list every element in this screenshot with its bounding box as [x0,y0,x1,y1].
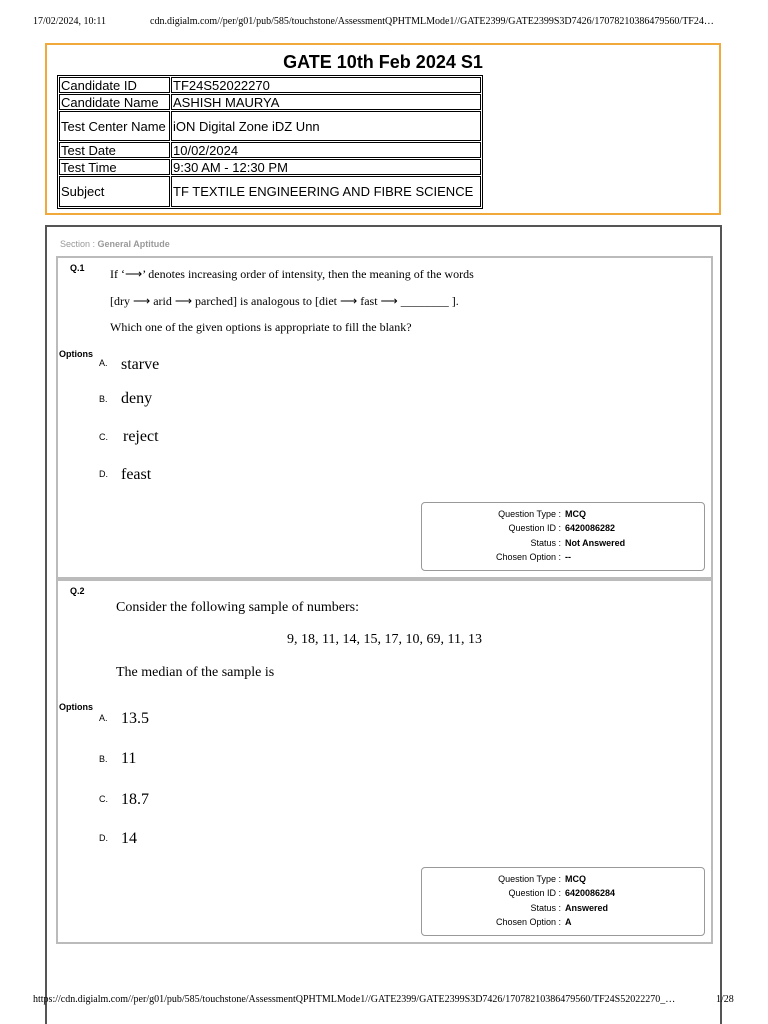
table-row [59,77,481,93]
question-id-label: Question ID : [508,888,561,898]
candidate-id-label: Candidate ID [59,77,170,93]
chosen-option-value: -- [565,552,571,562]
question-type-row [422,509,704,521]
candidate-name-value: ASHISH MAURYA [171,94,481,110]
page-number: 1/28 [716,994,734,1005]
chosen-option-value: A [565,917,572,927]
option-a[interactable]: starve [121,356,160,373]
chosen-option-row [422,552,704,564]
options-label: Options [59,349,93,359]
chosen-option-row [422,917,704,929]
candidate-info-box [45,43,721,215]
candidate-id-value: TF24S52022270 [171,77,481,93]
candidate-name-label: Candidate Name [59,94,170,110]
chosen-option-label: Chosen Option : [495,917,561,927]
option-d-letter: D. [99,833,108,843]
status-value: Answered [565,903,609,913]
number-sample: 9, 18, 11, 14, 15, 17, 10, 69, 11, 13 [287,632,482,647]
table-row [59,111,481,141]
subject-value: TF TEXTILE ENGINEERING AND FIBRE SCIENCE [171,176,481,207]
test-center-label: Test Center Name [59,111,170,141]
subject-label: Subject [59,176,170,207]
option-b-letter: B. [99,754,108,764]
question-text-line-1: If ‘⟶’ denotes increasing order of intensity, then the meaning of the words [110,267,474,281]
option-d[interactable]: 14 [121,830,137,847]
question-type-value: MCQ [565,509,586,519]
test-time-label: Test Time [59,159,170,175]
table-row [59,142,481,158]
question-text-line-1: Consider the following sample of numbers: [116,600,360,615]
section-label [60,239,170,249]
table-row [59,176,481,207]
chosen-option-label: Chosen Option : [495,552,561,562]
status-value: Not Answered [565,538,626,548]
test-time-value: 9:30 AM - 12:30 PM [171,159,481,175]
option-c-letter: C. [99,432,108,442]
section-prefix: Section : [60,239,98,249]
question-text-line-3: The median of the sample is [116,665,275,680]
question-info-box [421,502,705,571]
question-info-box [421,867,705,936]
question-type-label: Question Type : [498,509,561,519]
print-footer [0,994,768,1008]
question-text-line-2: [dry ⟶ arid ⟶ parched] is analogous to [diet ⟶ fast ⟶ ________ ]. [110,294,459,308]
question-id-row [422,888,704,900]
status-label: Status : [530,903,561,913]
option-c[interactable]: reject [123,428,159,445]
test-date-label: Test Date [59,142,170,158]
status-row [422,538,704,550]
question-number: Q.2 [70,586,85,596]
print-footer-url: https://cdn.digialm.com//per/g01/pub/585/touchstone/AssessmentQPHTMLMode1//GATE2399/GATE2399S3D7426/17078210386479560/TF24S52022270_… [33,994,676,1005]
question-type-label: Question Type : [498,874,561,884]
print-header-url: cdn.digialm.com//per/g01/pub/585/touchstone/AssessmentQPHTMLMode1//GATE2399/GATE2399S3D7426/17078210386479560/TF24… [150,16,714,27]
option-c[interactable]: 18.7 [121,791,149,808]
question-type-value: MCQ [565,874,586,884]
status-label: Status : [530,538,561,548]
test-center-value: iON Digital Zone iDZ Unn [171,111,481,141]
question-2 [56,579,713,944]
test-date-value: 10/02/2024 [171,142,481,158]
question-number: Q.1 [70,263,85,273]
option-d[interactable]: feast [121,466,152,483]
option-b[interactable]: deny [121,390,153,407]
candidate-table [57,75,483,209]
exam-title: GATE 10th Feb 2024 S1 [283,52,483,72]
question-id-row [422,523,704,535]
option-b-letter: B. [99,394,108,404]
section-panel [45,225,722,1024]
table-row [59,159,481,175]
option-a-letter: A. [99,713,108,723]
question-1 [56,256,713,579]
status-row [422,903,704,915]
question-id-label: Question ID : [508,523,561,533]
question-id-value: 6420086282 [565,523,616,533]
question-text-line-3: Which one of the given options is appropriate to fill the blank? [110,320,412,334]
option-d-letter: D. [99,469,108,479]
section-name: General Aptitude [97,239,170,249]
print-datetime: 17/02/2024, 10:11 [33,16,106,27]
option-a-letter: A. [99,358,108,368]
print-header [0,16,768,30]
question-id-value: 6420086284 [565,888,616,898]
option-c-letter: C. [99,794,108,804]
question-type-row [422,874,704,886]
option-a[interactable]: 13.5 [121,710,149,727]
options-label: Options [59,702,93,712]
table-row [59,94,481,110]
option-b[interactable]: 11 [121,750,137,767]
